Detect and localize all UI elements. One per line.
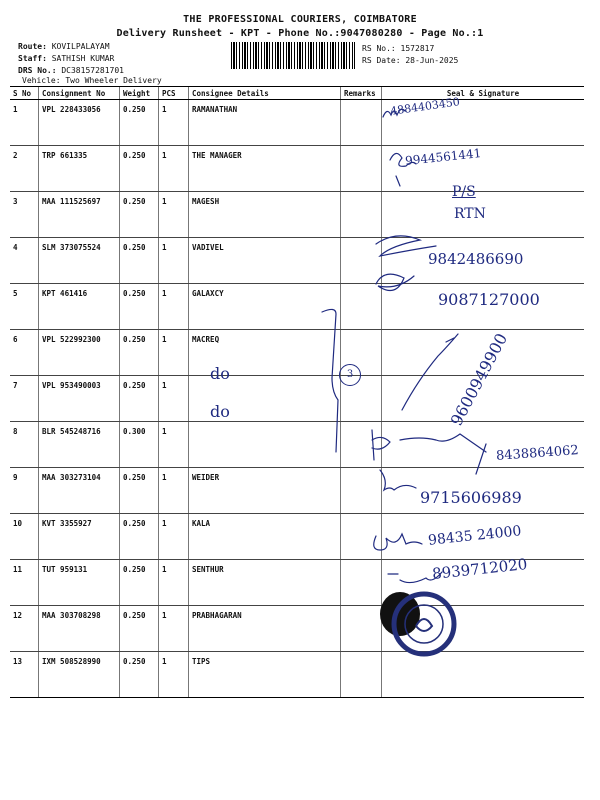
cell-pcs: 1 bbox=[159, 606, 189, 652]
signature-row12 bbox=[388, 572, 442, 583]
handwriting-row12: 8939712020 bbox=[431, 555, 529, 583]
cell-sno: 11 bbox=[10, 560, 39, 606]
vehicle-label: Vehicle: bbox=[22, 76, 61, 85]
cell-consignment: MAA 303708298 bbox=[39, 606, 120, 652]
col-consignment: Consignment No bbox=[39, 87, 120, 100]
cell-weight: 0.250 bbox=[120, 238, 159, 284]
signature-row10 bbox=[380, 470, 416, 490]
signature-row11 bbox=[374, 534, 422, 550]
cell-consignee: GALAXCY bbox=[189, 284, 341, 330]
ditto-row8: do bbox=[210, 402, 230, 421]
signature-row5 bbox=[376, 274, 414, 290]
handwriting-row3-ps: P/S bbox=[452, 184, 476, 200]
cell-consignee: THE MANAGER bbox=[189, 146, 341, 192]
cell-consignment: VPL 522992300 bbox=[39, 330, 120, 376]
cell-sno: 13 bbox=[10, 652, 39, 698]
drs-value: DC38157281701 bbox=[61, 66, 124, 75]
staff-label: Staff: bbox=[18, 54, 47, 63]
cell-consignee: SENTHUR bbox=[189, 560, 341, 606]
cell-weight: 0.300 bbox=[120, 422, 159, 468]
cell-weight: 0.250 bbox=[120, 652, 159, 698]
cell-weight: 0.250 bbox=[120, 606, 159, 652]
handwriting-row2: 9944561441 bbox=[404, 146, 482, 168]
rs-no-label: RS No.: bbox=[362, 44, 396, 53]
drs-label: DRS No.: bbox=[18, 66, 57, 75]
handwriting-row11: 98435 24000 bbox=[427, 523, 523, 549]
cell-sno: 4 bbox=[10, 238, 39, 284]
cell-pcs: 1 bbox=[159, 330, 189, 376]
rs-date-label: RS Date: bbox=[362, 56, 401, 65]
signature-row2-tick bbox=[396, 176, 400, 186]
rs-date-value: 28-Jun-2025 bbox=[405, 56, 459, 65]
cell-consignee: TIPS bbox=[189, 652, 341, 698]
cell-sno: 6 bbox=[10, 330, 39, 376]
signature-row2 bbox=[390, 153, 416, 166]
cell-pcs: 1 bbox=[159, 468, 189, 514]
cell-consignee: PRABHAGARAN bbox=[189, 606, 341, 652]
cell-consignee: MACREQ bbox=[189, 330, 341, 376]
cell-weight: 0.250 bbox=[120, 146, 159, 192]
cell-consignment: VPL 228433056 bbox=[39, 100, 120, 146]
signature-row7 bbox=[402, 334, 458, 410]
cell-consignment: BLR 545248716 bbox=[39, 422, 120, 468]
cell-consignee: WEIDER bbox=[189, 468, 341, 514]
staff-value: SATHISH KUMAR bbox=[51, 54, 115, 63]
cell-consignment: KVT 3355927 bbox=[39, 514, 120, 560]
cell-pcs: 1 bbox=[159, 422, 189, 468]
cell-consignee: RAMANATHAN bbox=[189, 100, 341, 146]
cell-consignee: VADIVEL bbox=[189, 238, 341, 284]
cell-weight: 0.250 bbox=[120, 560, 159, 606]
cell-sno: 10 bbox=[10, 514, 39, 560]
cell-weight: 0.250 bbox=[120, 468, 159, 514]
cell-sno: 9 bbox=[10, 468, 39, 514]
cell-consignment: IXM 508528990 bbox=[39, 652, 120, 698]
cell-weight: 0.250 bbox=[120, 192, 159, 238]
signature-row1 bbox=[383, 109, 405, 117]
runsheet-subtitle: Delivery Runsheet - KPT - Phone No.:9047080280 - Page No.:1 bbox=[116, 28, 484, 39]
handwriting-row9: 8438864062 bbox=[495, 443, 580, 464]
rs-no-value: 1572817 bbox=[400, 44, 435, 53]
cell-pcs: 1 bbox=[159, 560, 189, 606]
cell-sno: 1 bbox=[10, 100, 39, 146]
cell-weight: 0.250 bbox=[120, 330, 159, 376]
vehicle-value: Two Wheeler Delivery bbox=[65, 76, 162, 85]
handwriting-row10: 9715606989 bbox=[420, 488, 522, 507]
cell-consignment: MAA 111525697 bbox=[39, 192, 120, 238]
cell-pcs: 1 bbox=[159, 514, 189, 560]
handwriting-row3-rtn: RTN bbox=[454, 206, 486, 222]
cell-consignment: VPL 953490003 bbox=[39, 376, 120, 422]
cell-pcs: 1 bbox=[159, 238, 189, 284]
bracket-line bbox=[322, 309, 338, 452]
cell-consignment: MAA 303273104 bbox=[39, 468, 120, 514]
col-consignee: Consignee Details bbox=[189, 87, 341, 100]
cell-pcs: 1 bbox=[159, 192, 189, 238]
cell-weight: 0.250 bbox=[120, 284, 159, 330]
handwriting-row4: 9842486690 bbox=[428, 250, 524, 268]
cell-sno: 5 bbox=[10, 284, 39, 330]
col-remarks: Remarks bbox=[341, 87, 382, 100]
col-seal-signature: Seal & Signature bbox=[382, 87, 585, 100]
col-sno: S No bbox=[10, 87, 39, 100]
route-label: Route: bbox=[18, 42, 47, 51]
cell-consignment: KPT 461416 bbox=[39, 284, 120, 330]
cell-weight: 0.250 bbox=[120, 100, 159, 146]
cell-consignee: KALA bbox=[189, 514, 341, 560]
signature-row4 bbox=[376, 236, 436, 256]
handwriting-row1: 4884403450 bbox=[389, 95, 461, 118]
cell-consignment: TUT 959131 bbox=[39, 560, 120, 606]
circled-number: 3 bbox=[339, 364, 361, 386]
cell-pcs: 1 bbox=[159, 146, 189, 192]
cell-sno: 7 bbox=[10, 376, 39, 422]
cell-weight: 0.250 bbox=[120, 376, 159, 422]
seal-stamp bbox=[378, 586, 464, 658]
cell-pcs: 1 bbox=[159, 100, 189, 146]
cell-sno: 3 bbox=[10, 192, 39, 238]
handwriting-row5: 9087127000 bbox=[438, 290, 540, 309]
cell-pcs: 1 bbox=[159, 652, 189, 698]
route-value: KOVILPALAYAM bbox=[51, 42, 110, 51]
cell-consignment: SLM 373075524 bbox=[39, 238, 120, 284]
cell-pcs: 1 bbox=[159, 284, 189, 330]
col-pcs: PCS bbox=[159, 87, 189, 100]
cell-pcs: 1 bbox=[159, 376, 189, 422]
cell-consignee: MAGESH bbox=[189, 192, 341, 238]
cell-sno: 12 bbox=[10, 606, 39, 652]
cell-sno: 8 bbox=[10, 422, 39, 468]
handwriting-row7: 9600949900 bbox=[446, 330, 512, 429]
signature-row9 bbox=[372, 430, 486, 474]
ditto-row7: do bbox=[210, 364, 230, 383]
company-title: THE PROFESSIONAL COURIERS, COIMBATORE bbox=[183, 14, 417, 25]
cell-weight: 0.250 bbox=[120, 514, 159, 560]
stamp-ink-blot bbox=[380, 592, 420, 636]
cell-consignment: TRP 661335 bbox=[39, 146, 120, 192]
col-weight: Weight bbox=[120, 87, 159, 100]
cell-sno: 2 bbox=[10, 146, 39, 192]
